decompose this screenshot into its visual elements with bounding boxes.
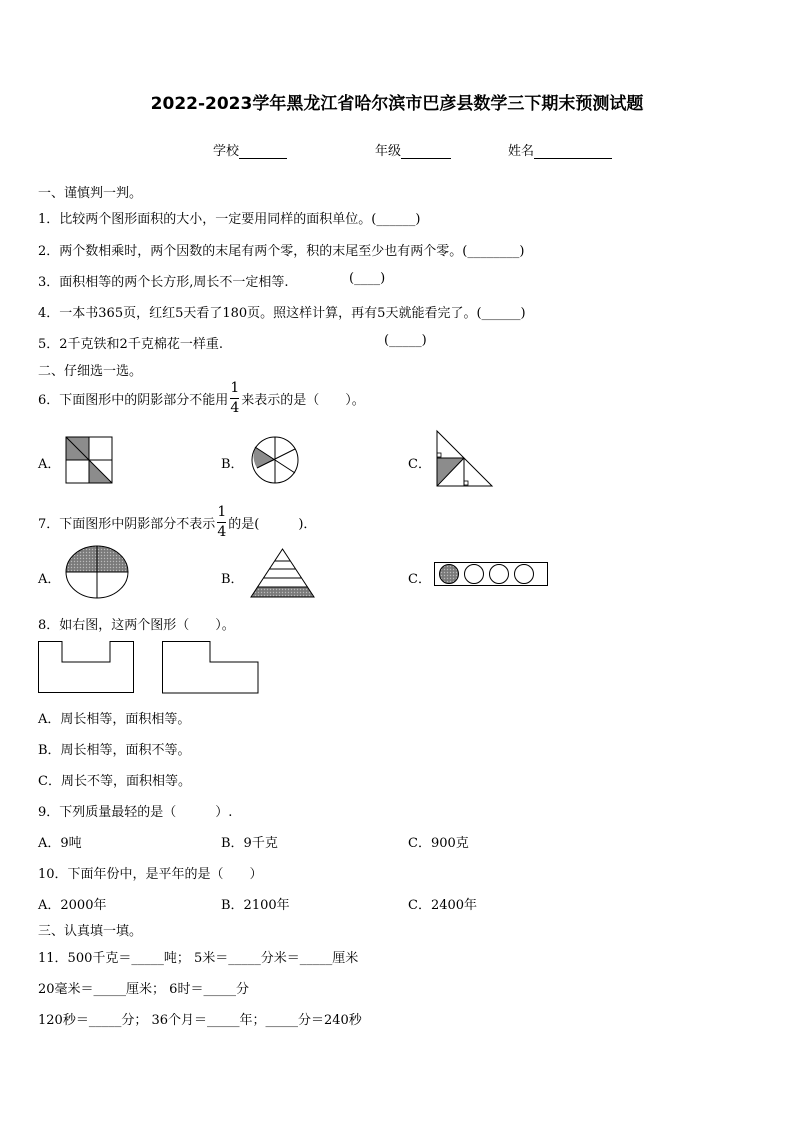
q10-option-a: A．2000年 xyxy=(38,898,107,913)
fraction-numerator: 1 xyxy=(217,504,227,520)
q9-option-c: C．900克 xyxy=(408,836,469,851)
question-10: 10．下面年份中，是平年的是（ ） xyxy=(38,867,263,882)
question-7 xyxy=(38,505,316,539)
q8-figure-right-step-shape xyxy=(162,641,259,694)
question-3-blank: (____) xyxy=(349,271,386,286)
fraction-one-quarter xyxy=(230,381,239,415)
school-field xyxy=(213,140,287,159)
fraction-denominator: 4 xyxy=(217,524,227,540)
question-11-line-1: 11．500千克＝_____吨； 5米＝_____分米＝_____厘米 xyxy=(38,951,359,966)
q7-option-a-label: A． xyxy=(38,572,61,587)
question-7-suffix: 的是( )． xyxy=(228,516,317,532)
q8-figure-left-notched-rect xyxy=(38,641,134,693)
name-field xyxy=(508,140,612,159)
fraction-numerator: 1 xyxy=(230,380,240,396)
question-6-prefix: 6．下面图形中的阴影部分不能用 xyxy=(38,392,229,408)
grade-field xyxy=(375,140,451,159)
question-6 xyxy=(38,381,365,415)
question-9: 9．下列质量最轻的是（ ）. xyxy=(38,805,233,820)
q7-figure-b-pyramid xyxy=(251,549,315,599)
q8-option-c: C．周长不等，面积相等。 xyxy=(38,774,191,789)
q6-figure-b-circle xyxy=(251,436,299,484)
fraction-one-quarter xyxy=(217,505,226,539)
name-blank[interactable] xyxy=(534,144,612,159)
section-2-heading: 二、仔细选一选。 xyxy=(38,364,143,379)
question-11-line-2: 20毫米＝_____厘米； 6时＝_____分 xyxy=(38,982,249,997)
question-7-prefix: 7．下面图形中阴影部分不表示 xyxy=(38,516,216,532)
page-title: 2022-2023学年黑龙江省哈尔滨市巴彦县数学三下期末预测试题 xyxy=(150,94,644,114)
grade-blank[interactable] xyxy=(401,144,451,159)
question-6-suffix: 来表示的是（ ）。 xyxy=(241,392,365,408)
question-8: 8．如右图，这两个图形（ ）。 xyxy=(38,618,235,633)
question-1: 1．比较两个图形面积的大小，一定要用同样的面积单位。(______) xyxy=(38,212,421,227)
q9-option-a: A．9吨 xyxy=(38,836,82,851)
q6-option-a-label: A． xyxy=(38,457,61,472)
fraction-denominator: 4 xyxy=(230,400,240,416)
q7-option-c-label: C． xyxy=(408,572,431,587)
school-label: 学校 xyxy=(213,144,240,159)
q9-option-b: B．9千克 xyxy=(221,836,278,851)
q7-figure-c-circles-box xyxy=(434,562,548,586)
section-3-heading: 三、认真填一填。 xyxy=(38,924,143,939)
q10-option-b: B．2100年 xyxy=(221,898,290,913)
question-5: 5．2千克铁和2千克棉花一样重. xyxy=(38,337,223,352)
q6-option-b-label: B． xyxy=(221,457,244,472)
q8-option-a: A．周长相等，面积相等。 xyxy=(38,712,191,727)
question-5-blank: (_____) xyxy=(384,333,427,348)
grade-label: 年级 xyxy=(375,144,402,159)
q8-option-b: B．周长相等，面积不等。 xyxy=(38,743,191,758)
q6-figure-c-triangle xyxy=(437,431,493,487)
school-blank[interactable] xyxy=(239,144,287,159)
name-label: 姓名 xyxy=(508,144,535,159)
q7-figure-a-ellipse xyxy=(64,545,130,599)
section-1-heading: 一、谨慎判一判。 xyxy=(38,186,143,201)
question-3: 3．面积相等的两个长方形,周长不一定相等. xyxy=(38,275,289,290)
q10-option-c: C．2400年 xyxy=(408,898,478,913)
question-11-line-3: 120秒＝_____分； 36个月＝_____年；_____分＝240秒 xyxy=(38,1013,362,1028)
q6-option-c-label: C． xyxy=(408,457,431,472)
q7-option-b-label: B． xyxy=(221,572,244,587)
q6-figure-a-square xyxy=(66,437,112,483)
question-2: 2．两个数相乘时，两个因数的末尾有两个零，积的末尾至少也有两个零。(________) xyxy=(38,244,525,259)
question-4: 4．一本书365页，红红5天看了180页。照这样计算，再有5天就能看完了。(______) xyxy=(38,306,526,321)
